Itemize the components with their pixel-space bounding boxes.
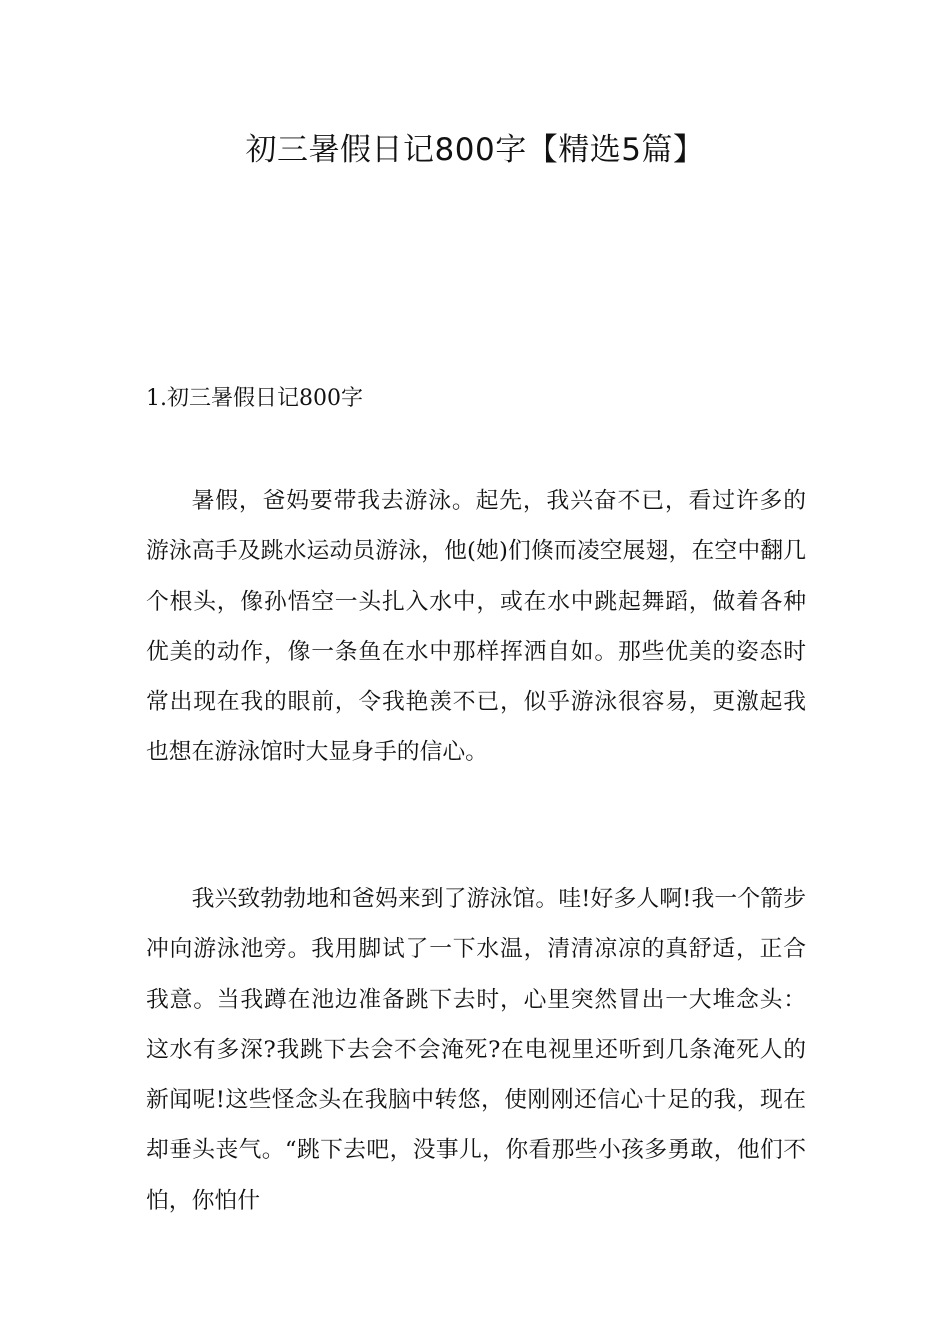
section-heading: 1.初三暑假日记800字 [146,386,363,411]
body-paragraph: 暑假，爸妈要带我去游泳。起先，我兴奋不已，看过许多的游泳高手及跳水运动员游泳，他(她)们倏而凌空展翅，在空中翻几个根头，像孙悟空一头扎入水中，或在水中跳起舞蹈，做着各种优美的动作，像一条鱼在水中那样挥洒自如。那些优美的姿态时常出现在我的眼前，令我艳羡不已，似乎游泳很容易，更激起我也想在游泳馆时大显身手的信心。 [146,488,806,766]
body-paragraph: 我兴致勃勃地和爸妈来到了游泳馆。哇!好多人啊!我一个箭步冲向游泳池旁。我用脚试了一下水温，清清凉凉的真舒适，正合我意。当我蹲在池边准备跳下去时，心里突然冒出一大堆念头：这水有多深?我跳下去会不会淹死?在电视里还听到几条淹死人的新闻呢!这些怪念头在我脑中转悠，使刚刚还信心十足的我，现在却垂头丧气。“跳下去吧，没事儿，你看那些小孩多勇敢，他们不怕，你怕什 [146,886,806,1214]
document-title: 初三暑假日记800字【精选5篇】 [245,132,705,168]
